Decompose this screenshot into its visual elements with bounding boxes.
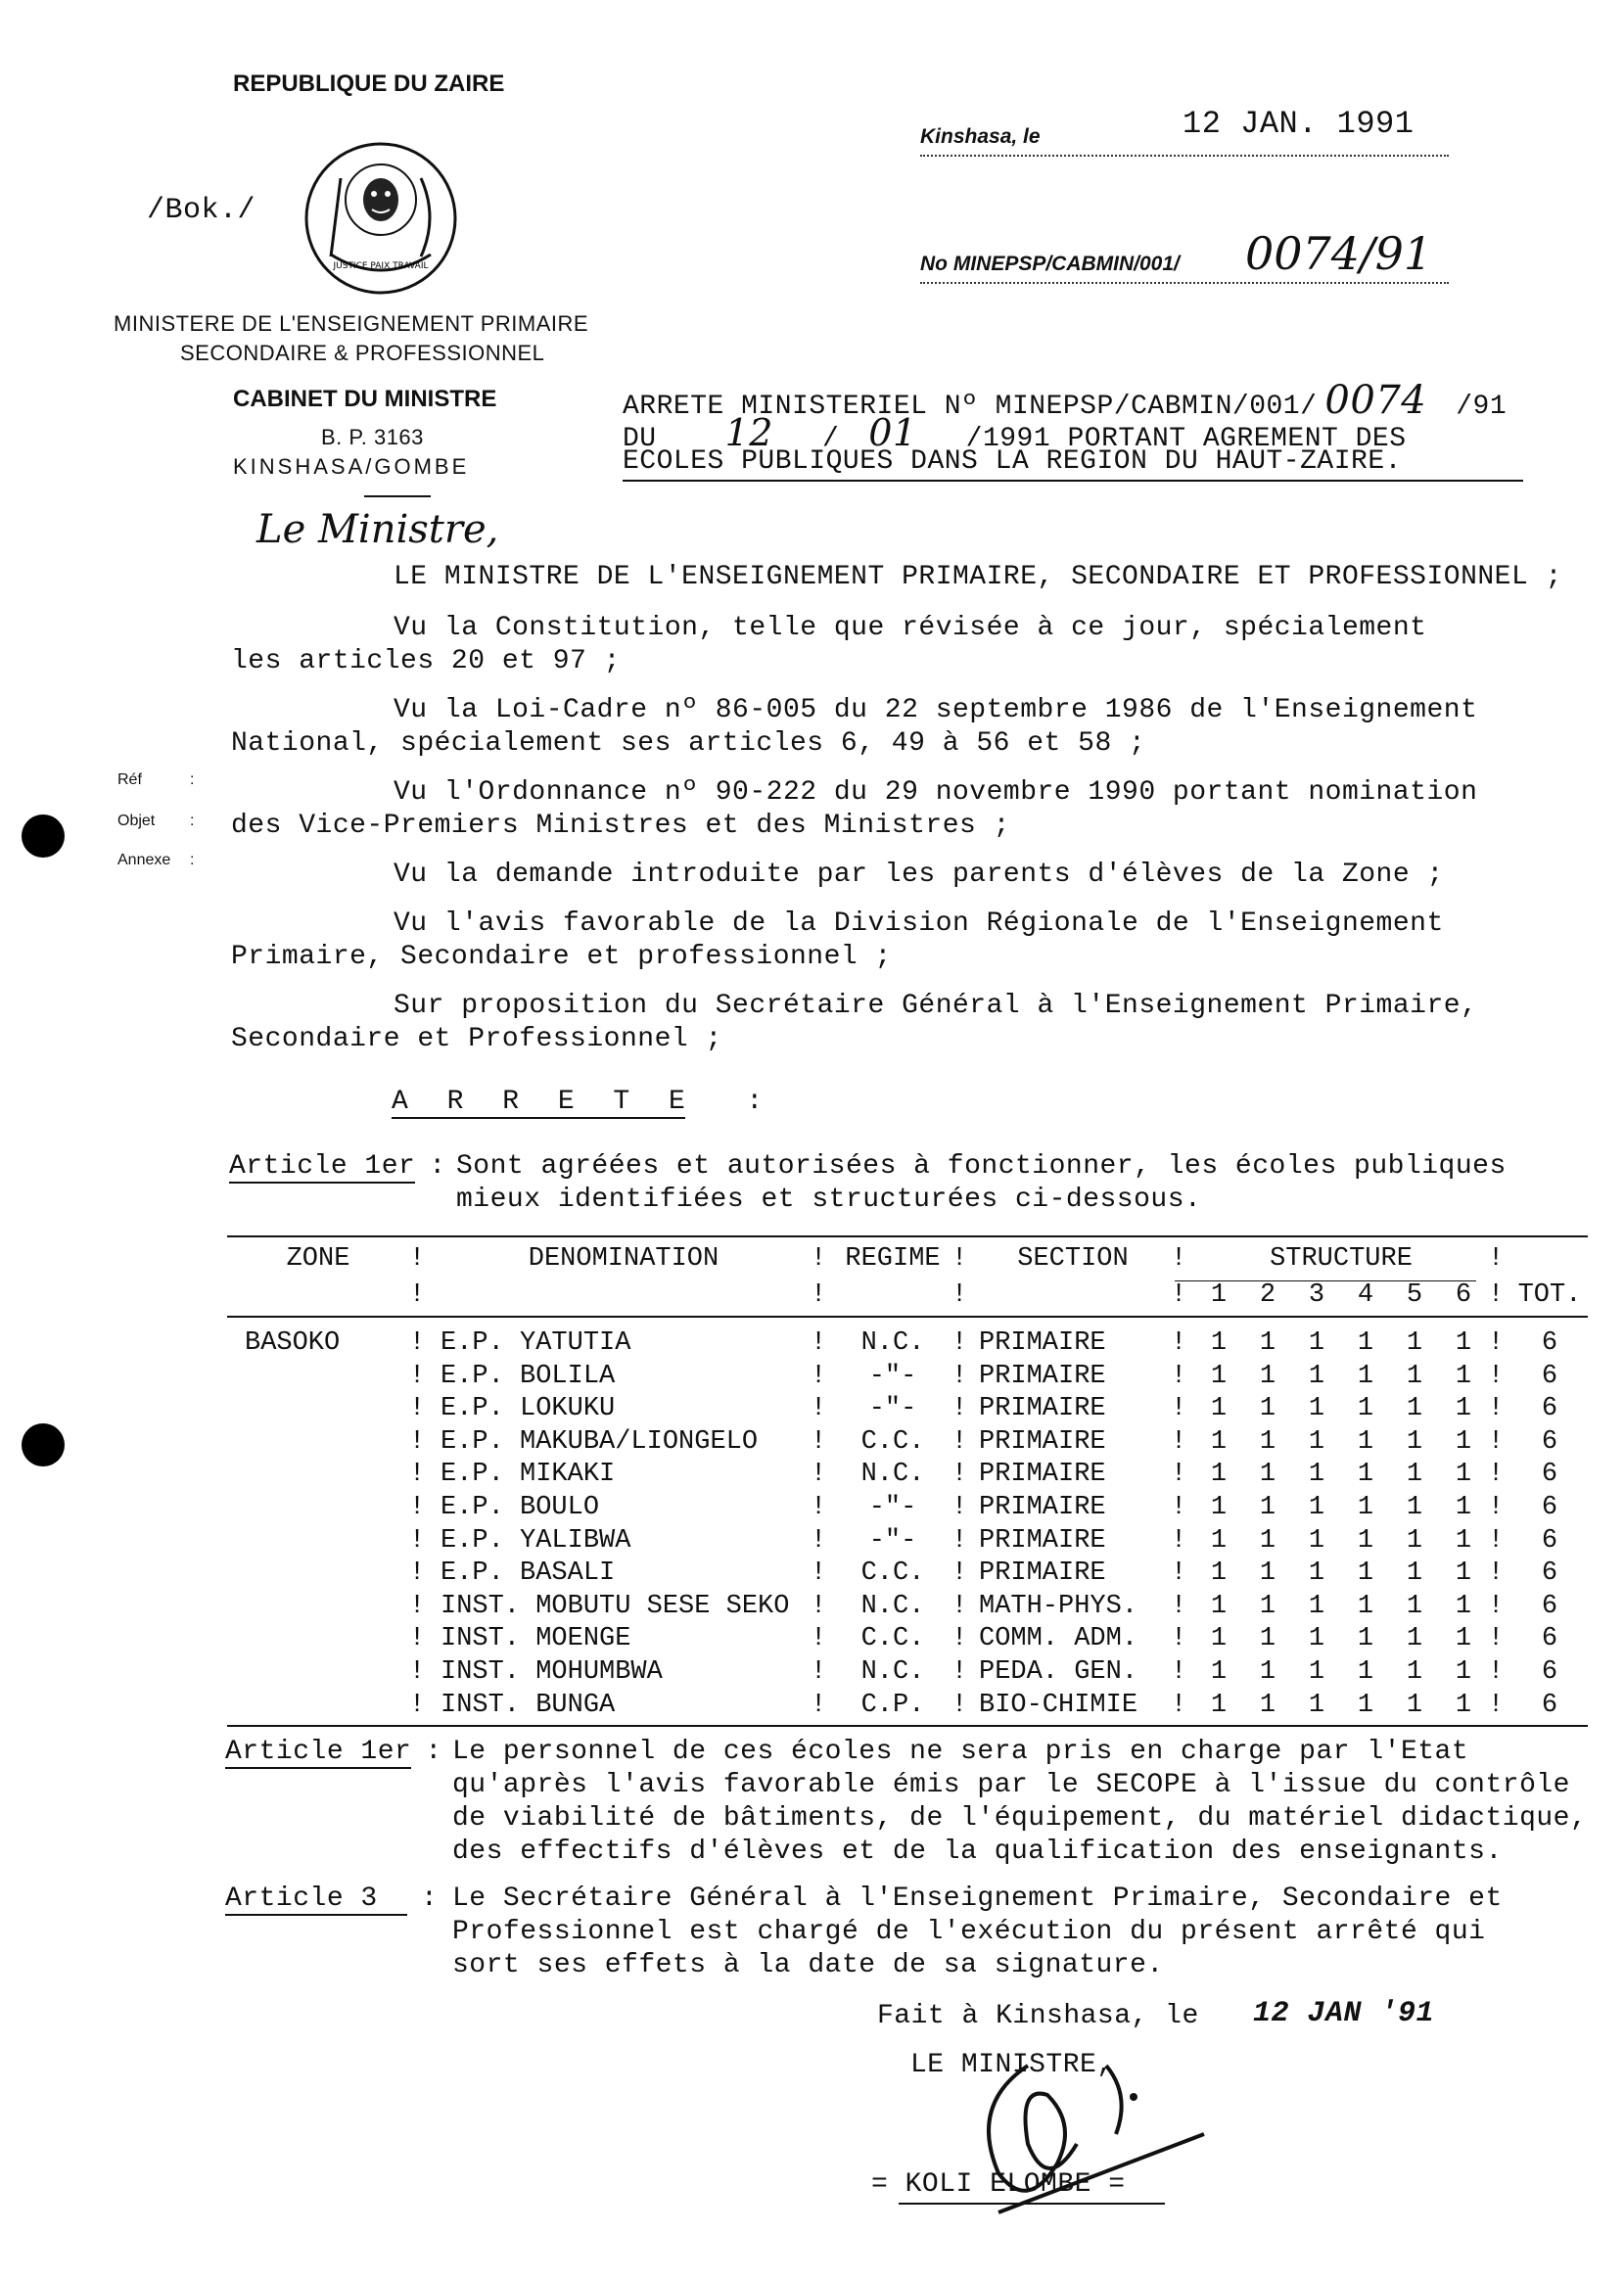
table-structure-cell: 1 (1455, 1328, 1472, 1358)
table-zone-cell (227, 1459, 409, 1492)
table-structure-cell: 1 (1259, 1361, 1276, 1391)
table-structure-cell: 1 (1357, 1558, 1374, 1589)
table-separator: ! (951, 1656, 968, 1687)
table-separator: ! (1488, 1492, 1505, 1522)
closing-date-stamp: 12 JAN '91 (1253, 1997, 1435, 2030)
article-3-label: Article 3 : (225, 1884, 439, 1914)
table-separator: ! (811, 1525, 827, 1556)
table-separator: ! (1488, 1328, 1505, 1358)
le-ministre-signature-title: Le Ministre, (256, 507, 499, 552)
header-structure: STRUCTURE (1270, 1244, 1413, 1275)
table-row (227, 1327, 1588, 1361)
table-structure-cell: 1 (1455, 1361, 1472, 1391)
table-structure-cell: 1 (1455, 1492, 1472, 1522)
schools-table (227, 1241, 1588, 1722)
table-structure-cell: 1 (1357, 1492, 1374, 1522)
table-separator: ! (951, 1394, 968, 1424)
table-regime-cell: N.C. (860, 1591, 925, 1621)
table-denomination-cell: E.P. MIKAKI (441, 1460, 616, 1490)
table-separator: ! (409, 1426, 426, 1457)
table-structure-cell: 1 (1357, 1361, 1374, 1391)
table-structure-cell: 1 (1308, 1492, 1325, 1522)
table-separator: ! (1171, 1690, 1187, 1720)
table-section-cell: PRIMAIRE (979, 1361, 1106, 1391)
table-structure-cell: 1 (1357, 1426, 1374, 1457)
table-structure-cell: 1 (1210, 1328, 1228, 1358)
ministry-line-1: MINISTERE DE L'ENSEIGNEMENT PRIMAIRE (114, 311, 589, 336)
vu-constitution-1: Vu la Constitution, telle que révisée à ce jour, spécialement (394, 613, 1427, 643)
header-year: 6 (1455, 1280, 1472, 1311)
sur-proposition-1: Sur proposition du Secrétaire Général à l'Enseignement Primaire, (394, 991, 1478, 1021)
table-separator: ! (811, 1690, 827, 1720)
table-zone-cell (227, 1361, 409, 1394)
table-row (227, 1656, 1588, 1690)
table-structure-cell: 1 (1357, 1656, 1374, 1687)
table-separator: ! (1488, 1361, 1505, 1391)
vu-loi-cadre-2: National, spécialement ses articles 6, 49 à 56 et 58 ; (231, 728, 1146, 759)
table-separator: ! (409, 1525, 426, 1556)
table-header: ZONE ! DENOMINATION ! REGIME ! SECTION ! STRUCTURE ! ! ! ! ! 1 2 3 4 5 6 ! TOT. (227, 1241, 1588, 1327)
seal-motto: JUSTICE PAIX TRAVAIL (333, 261, 429, 271)
table-separator: ! (409, 1558, 426, 1589)
table-denomination-cell: E.P. LOKUKU (441, 1394, 616, 1424)
subject-underline (623, 480, 1523, 482)
sur-proposition-2: Secondaire et Professionnel ; (231, 1024, 722, 1054)
arrete-heading: A R R E T E : (392, 1087, 764, 1117)
subject-line-2: DU 12 / 01 /1991 PORTANT AGREMENT DES (623, 411, 1407, 454)
table-separator: ! (1171, 1492, 1187, 1522)
vu-avis-1: Vu l'avis favorable de la Division Régionale de l'Enseignement (394, 908, 1444, 939)
table-separator: ! (409, 1656, 426, 1687)
table-separator: ! (951, 1460, 968, 1490)
article-1-label: Article 1er : (229, 1151, 446, 1182)
table-structure-cell: 1 (1357, 1525, 1374, 1556)
table-separator: ! (951, 1525, 968, 1556)
table-structure-cell: 1 (1406, 1558, 1423, 1589)
article-1-text-2: mieux identifiées et structurées ci-dessous. (456, 1185, 1202, 1215)
table-regime-cell: C.P. (860, 1690, 925, 1720)
table-separator: ! (1171, 1460, 1187, 1490)
table-structure-cell: 1 (1308, 1690, 1325, 1720)
table-structure-cell: 1 (1259, 1492, 1276, 1522)
table-separator: ! (951, 1624, 968, 1654)
header-regime: REGIME (845, 1244, 941, 1275)
table-structure-cell: 1 (1406, 1492, 1423, 1522)
table-separator: ! (1171, 1591, 1187, 1621)
table-separator: ! (1488, 1624, 1505, 1654)
postal-box: B. P. 3163 (321, 425, 424, 449)
table-row (227, 1591, 1588, 1624)
table-total-cell: 6 (1541, 1361, 1558, 1391)
table-total-cell: 6 (1541, 1656, 1558, 1687)
ministry-line-2: SECONDAIRE & PROFESSIONNEL (180, 341, 545, 365)
subject-handwritten-day: 12 (724, 411, 773, 454)
subject-line-1: ARRETE MINISTERIEL Nº MINEPSP/CABMIN/001/ 0074 /91 (623, 378, 1508, 423)
table-structure-cell: 1 (1210, 1656, 1228, 1687)
table-row (227, 1623, 1588, 1656)
vu-demande: Vu la demande introduite par les parents d'élèves de la Zone ; (394, 860, 1444, 890)
article-3-text-3: sort ses effets à la date de sa signature. (452, 1950, 1164, 1980)
table-total-cell: 6 (1541, 1460, 1558, 1490)
article-2-text-2: qu'après l'avis favorable émis par le SECOPE à l'issue du contrôle (452, 1770, 1570, 1800)
vu-ordonnance-2: des Vice-Premiers Ministres et des Ministres ; (231, 811, 1010, 841)
table-structure-cell: 1 (1406, 1624, 1423, 1654)
table-denomination-cell: E.P. BOULO (441, 1492, 600, 1522)
table-separator: ! (951, 1328, 968, 1358)
table-structure-cell: 1 (1308, 1591, 1325, 1621)
subject-handwritten-month: 01 (868, 411, 917, 454)
table-section-cell: PRIMAIRE (979, 1525, 1106, 1556)
table-separator: ! (811, 1426, 827, 1457)
date-stamp: 12 JAN. 1991 (1183, 106, 1415, 142)
header-year: 5 (1406, 1280, 1423, 1311)
table-separator: ! (409, 1460, 426, 1490)
minister-title: LE MINISTRE DE L'ENSEIGNEMENT PRIMAIRE, SECONDAIRE ET PROFESSIONNEL ; (394, 562, 1562, 592)
table-separator: ! (811, 1624, 827, 1654)
table-separator: ! (409, 1394, 426, 1424)
table-structure-cell: 1 (1210, 1394, 1228, 1424)
table-row (227, 1492, 1588, 1525)
article-1-text-1: Sont agréées et autorisées à fonctionner, les écoles publiques (456, 1151, 1507, 1182)
arrete-word: A R R E T E (392, 1087, 686, 1117)
table-section-cell: PRIMAIRE (979, 1492, 1106, 1522)
table-regime-cell: N.C. (860, 1656, 925, 1687)
table-structure-cell: 1 (1259, 1558, 1276, 1589)
header-year: 2 (1259, 1280, 1276, 1311)
table-structure-cell: 1 (1210, 1591, 1228, 1621)
table-structure-cell: 1 (1308, 1525, 1325, 1556)
table-separator: ! (1488, 1460, 1505, 1490)
header-total: TOT. (1517, 1280, 1582, 1311)
table-denomination-cell: E.P. BOLILA (441, 1361, 616, 1391)
table-denomination-cell: INST. MOENGE (441, 1624, 631, 1654)
subject-line-3: ECOLES PUBLIQUES DANS LA REGION DU HAUT-ZAIRE. (623, 446, 1402, 477)
table-structure-cell: 1 (1210, 1426, 1228, 1457)
table-structure-cell: 1 (1259, 1525, 1276, 1556)
table-separator: ! (409, 1328, 426, 1358)
table-structure-cell: 1 (1210, 1624, 1228, 1654)
table-total-cell: 6 (1541, 1558, 1558, 1589)
table-structure-cell: 1 (1406, 1656, 1423, 1687)
table-separator: ! (951, 1591, 968, 1621)
table-separator: ! (1171, 1328, 1187, 1358)
table-structure-cell: 1 (1259, 1394, 1276, 1424)
table-structure-cell: 1 (1259, 1328, 1276, 1358)
table-denomination-cell: INST. MOHUMBWA (441, 1656, 663, 1687)
table-total-cell: 6 (1541, 1426, 1558, 1457)
table-structure-cell: 1 (1406, 1690, 1423, 1720)
table-separator: ! (811, 1558, 827, 1589)
table-separator: ! (1488, 1394, 1505, 1424)
table-separator: ! (811, 1361, 827, 1391)
table-separator: ! (951, 1690, 968, 1720)
table-structure-cell: 1 (1455, 1591, 1472, 1621)
table-total-cell: 6 (1541, 1328, 1558, 1358)
table-structure-cell: 1 (1357, 1591, 1374, 1621)
table-section-cell: COMM. ADM. (979, 1624, 1138, 1654)
margin-objet: Objet : (117, 813, 195, 829)
table-total-cell: 6 (1541, 1525, 1558, 1556)
table-regime-cell: -"- (868, 1394, 917, 1424)
table-denomination-cell: INST. MOBUTU SESE SEKO (441, 1591, 790, 1621)
table-denomination-cell: INST. BUNGA (441, 1690, 616, 1720)
table-body (227, 1327, 1588, 1722)
handwritten-number: 0074/91 (1245, 227, 1433, 280)
table-zone-cell (227, 1426, 409, 1460)
table-structure-cell: 1 (1406, 1361, 1423, 1391)
table-structure-cell: 1 (1308, 1624, 1325, 1654)
table-structure-cell: 1 (1259, 1690, 1276, 1720)
margin-ref: Réf : (117, 771, 195, 788)
table-structure-cell: 1 (1357, 1624, 1374, 1654)
table-separator: ! (811, 1492, 827, 1522)
article-2-text-4: des effectifs d'élèves et de la qualification des enseignants. (452, 1837, 1503, 1867)
header-year: 3 (1308, 1280, 1325, 1311)
table-row (227, 1459, 1588, 1492)
table-separator: ! (1488, 1525, 1505, 1556)
table-separator: ! (951, 1492, 968, 1522)
table-structure-cell: 1 (1406, 1591, 1423, 1621)
table-zone-cell (227, 1558, 409, 1591)
table-separator: ! (409, 1492, 426, 1522)
table-section-cell: PRIMAIRE (979, 1558, 1106, 1589)
table-separator: ! (1171, 1394, 1187, 1424)
table-total-cell: 6 (1541, 1492, 1558, 1522)
table-denomination-cell: E.P. BASALI (441, 1558, 616, 1589)
address-underline (364, 495, 431, 497)
punch-hole-top (22, 814, 65, 858)
table-structure-cell: 1 (1308, 1426, 1325, 1457)
table-section-cell: MATH-PHYS. (979, 1591, 1138, 1621)
table-separator: ! (811, 1394, 827, 1424)
table-structure-cell: 1 (1455, 1656, 1472, 1687)
table-structure-cell: 1 (1406, 1328, 1423, 1358)
table-structure-cell: 1 (1406, 1525, 1423, 1556)
table-row (227, 1690, 1588, 1723)
minister-name-underline (899, 2203, 1165, 2205)
table-separator: ! (951, 1361, 968, 1391)
table-total-cell: 6 (1541, 1394, 1558, 1424)
table-structure-cell: 1 (1259, 1624, 1276, 1654)
city-address: KINSHASA/GOMBE (233, 454, 470, 479)
table-separator: ! (1171, 1656, 1187, 1687)
table-separator: ! (811, 1460, 827, 1490)
table-separator: ! (1171, 1558, 1187, 1589)
margin-annexe: Annexe : (117, 852, 195, 868)
table-structure-cell: 1 (1357, 1690, 1374, 1720)
table-row (227, 1361, 1588, 1394)
table-structure-cell: 1 (1210, 1460, 1228, 1490)
table-separator: ! (1171, 1525, 1187, 1556)
table-separator: ! (811, 1328, 827, 1358)
table-denomination-cell: E.P. YALIBWA (441, 1525, 631, 1556)
table-separator: ! (951, 1558, 968, 1589)
table-structure-cell: 1 (1406, 1426, 1423, 1457)
table-structure-cell: 1 (1210, 1525, 1228, 1556)
table-regime-cell: C.C. (860, 1426, 925, 1457)
table-section-cell: PRIMAIRE (979, 1426, 1106, 1457)
table-section-cell: PEDA. GEN. (979, 1656, 1138, 1687)
number-label: No MINEPSP/CABMIN/001/ (920, 253, 1180, 275)
minister-closing-title: LE MINISTRE, (910, 2050, 1114, 2080)
table-zone-cell (227, 1492, 409, 1525)
table-structure-cell: 1 (1308, 1394, 1325, 1424)
vu-constitution-2: les articles 20 et 97 ; (231, 646, 621, 676)
header-zone: ZONE (286, 1244, 350, 1275)
table-separator: ! (1488, 1591, 1505, 1621)
table-structure-cell: 1 (1259, 1460, 1276, 1490)
table-separator: ! (1488, 1558, 1505, 1589)
table-separator: ! (1171, 1361, 1187, 1391)
table-section-cell: BIO-CHIMIE (979, 1690, 1138, 1720)
table-regime-cell: C.C. (860, 1624, 925, 1654)
article-2-text-3: de viabilité de bâtiments, de l'équipement, du matériel didactique, (452, 1803, 1588, 1834)
coat-of-arms-seal (302, 139, 460, 298)
table-structure-cell: 1 (1406, 1460, 1423, 1490)
table-section-cell: PRIMAIRE (979, 1460, 1106, 1490)
cabinet-title: CABINET DU MINISTRE (233, 386, 497, 412)
table-row (227, 1525, 1588, 1558)
table-structure-cell: 1 (1259, 1426, 1276, 1457)
table-structure-cell: 1 (1210, 1492, 1228, 1522)
table-section-cell: PRIMAIRE (979, 1328, 1106, 1358)
article-3-text-1: Le Secrétaire Général à l'Enseignement Primaire, Secondaire et (452, 1884, 1503, 1914)
table-structure-cell: 1 (1455, 1558, 1472, 1589)
article-2-text-1: Le personnel de ces écoles ne sera pris en charge par l'Etat (452, 1737, 1469, 1767)
reference-initials: /Bok./ (147, 194, 256, 227)
table-row (227, 1426, 1588, 1460)
header-denomination: DENOMINATION (528, 1244, 719, 1275)
table-denomination-cell: E.P. YATUTIA (441, 1328, 631, 1358)
table-structure-cell: 1 (1357, 1460, 1374, 1490)
table-section-cell: PRIMAIRE (979, 1394, 1106, 1424)
vu-loi-cadre-1: Vu la Loi-Cadre nº 86-005 du 22 septembre 1986 de l'Enseignement (394, 695, 1478, 725)
table-separator: ! (811, 1656, 827, 1687)
table-zone-cell: BASOKO (245, 1328, 341, 1358)
table-structure-cell: 1 (1357, 1328, 1374, 1358)
table-zone-cell (227, 1591, 409, 1624)
article-2-label: Article 1er : (225, 1737, 442, 1767)
header-year: 1 (1210, 1280, 1228, 1311)
table-row (227, 1393, 1588, 1426)
table-structure-cell: 1 (1259, 1591, 1276, 1621)
table-separator: ! (1488, 1656, 1505, 1687)
article-3-text-2: Professionnel est chargé de l'exécution du présent arrêté qui (452, 1917, 1486, 1947)
table-structure-cell: 1 (1455, 1394, 1472, 1424)
table-structure-cell: 1 (1259, 1656, 1276, 1687)
table-structure-cell: 1 (1455, 1460, 1472, 1490)
table-zone-cell (227, 1623, 409, 1656)
fait-a-kinshasa: Fait à Kinshasa, le (877, 2001, 1199, 2031)
table-structure-cell: 1 (1455, 1624, 1472, 1654)
table-separator: ! (1488, 1426, 1505, 1457)
place-label: Kinshasa, le (920, 125, 1041, 148)
subject-handwritten-number: 0074 (1324, 378, 1427, 423)
table-total-cell: 6 (1541, 1591, 1558, 1621)
header-year: 4 (1357, 1280, 1374, 1311)
table-separator: ! (409, 1624, 426, 1654)
table-zone-cell (227, 1393, 409, 1426)
table-structure-cell: 1 (1308, 1460, 1325, 1490)
country-name: REPUBLIQUE DU ZAIRE (233, 70, 505, 97)
table-zone-cell (227, 1525, 409, 1558)
table-separator: ! (409, 1690, 426, 1720)
table-structure-cell: 1 (1308, 1656, 1325, 1687)
table-regime-cell: C.C. (860, 1558, 925, 1589)
table-regime-cell: -"- (868, 1525, 917, 1556)
table-separator: ! (811, 1591, 827, 1621)
table-separator: ! (1171, 1426, 1187, 1457)
table-structure-cell: 1 (1455, 1525, 1472, 1556)
table-regime-cell: N.C. (860, 1460, 925, 1490)
table-top-rule (227, 1235, 1588, 1237)
table-structure-cell: 1 (1308, 1558, 1325, 1589)
table-structure-cell: 1 (1308, 1328, 1325, 1358)
table-zone-cell (227, 1656, 409, 1690)
table-separator: ! (409, 1361, 426, 1391)
table-total-cell: 6 (1541, 1690, 1558, 1720)
table-total-cell: 6 (1541, 1624, 1558, 1654)
table-regime-cell: -"- (868, 1492, 917, 1522)
table-denomination-cell: E.P. MAKUBA/LIONGELO (441, 1426, 759, 1457)
header-section: SECTION (1017, 1244, 1129, 1275)
table-structure-cell: 1 (1308, 1361, 1325, 1391)
table-structure-cell: 1 (1455, 1426, 1472, 1457)
table-regime-cell: N.C. (860, 1328, 925, 1358)
vu-avis-2: Primaire, Secondaire et professionnel ; (231, 942, 892, 972)
table-separator: ! (409, 1591, 426, 1621)
table-structure-cell: 1 (1210, 1690, 1228, 1720)
table-row (227, 1558, 1588, 1591)
table-bottom-rule (227, 1725, 1588, 1727)
table-structure-cell: 1 (1406, 1394, 1423, 1424)
table-separator: ! (1171, 1624, 1187, 1654)
vu-ordonnance-1: Vu l'Ordonnance nº 90-222 du 29 novembre 1990 portant nomination (394, 777, 1478, 808)
table-separator: ! (1488, 1690, 1505, 1720)
table-regime-cell: -"- (868, 1361, 917, 1391)
table-structure-cell: 1 (1455, 1690, 1472, 1720)
table-separator: ! (951, 1426, 968, 1457)
table-zone-cell (227, 1690, 409, 1723)
table-structure-cell: 1 (1210, 1361, 1228, 1391)
table-structure-cell: 1 (1210, 1558, 1228, 1589)
minister-name: = KOLI ELOMBE = (871, 2169, 1126, 2200)
punch-hole-bottom (22, 1423, 65, 1466)
table-structure-cell: 1 (1357, 1394, 1374, 1424)
